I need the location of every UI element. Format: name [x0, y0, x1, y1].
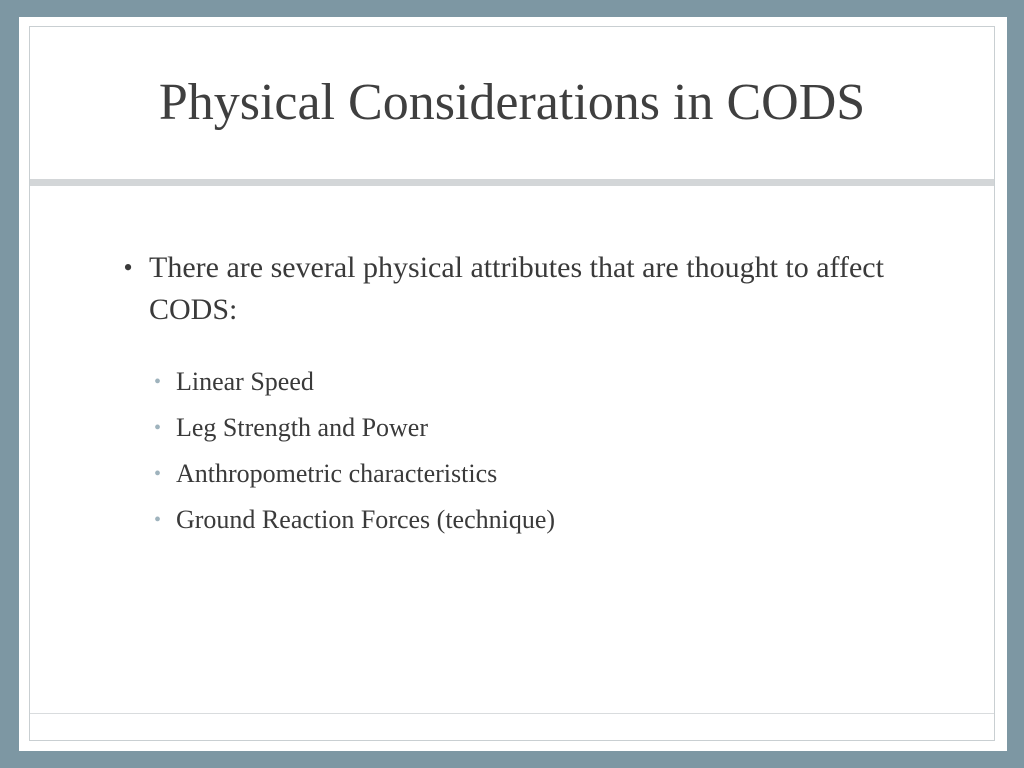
sub-bullet-item: [154, 405, 927, 451]
sub-bullet-text: Anthropometric characteristics: [176, 459, 498, 488]
title-divider: [30, 179, 994, 186]
sub-bullet-marker: •: [154, 417, 162, 439]
sub-bullet-item: [154, 497, 927, 543]
main-bullet-text: There are several physical attributes that are thought to affect CODS:: [149, 251, 884, 326]
sub-bullet-list: [107, 359, 927, 543]
sub-bullet-marker: •: [154, 371, 162, 393]
sub-bullet-marker: •: [154, 463, 162, 485]
bullet-marker: •: [123, 253, 133, 282]
main-bullet: [107, 247, 927, 331]
footer-divider: [30, 713, 994, 714]
sub-bullet-text: Leg Strength and Power: [176, 413, 429, 442]
sub-bullet-item: [154, 359, 927, 405]
sub-bullet-text: Ground Reaction Forces (technique): [176, 505, 556, 534]
slide-title: Physical Considerations in CODS: [158, 74, 866, 131]
slide: [19, 17, 1007, 751]
sub-bullet-marker: •: [154, 509, 162, 531]
sub-bullet-item: [154, 451, 927, 497]
slide-content: [107, 247, 927, 543]
sub-bullet-text: Linear Speed: [176, 367, 314, 396]
title-area: [30, 27, 994, 179]
